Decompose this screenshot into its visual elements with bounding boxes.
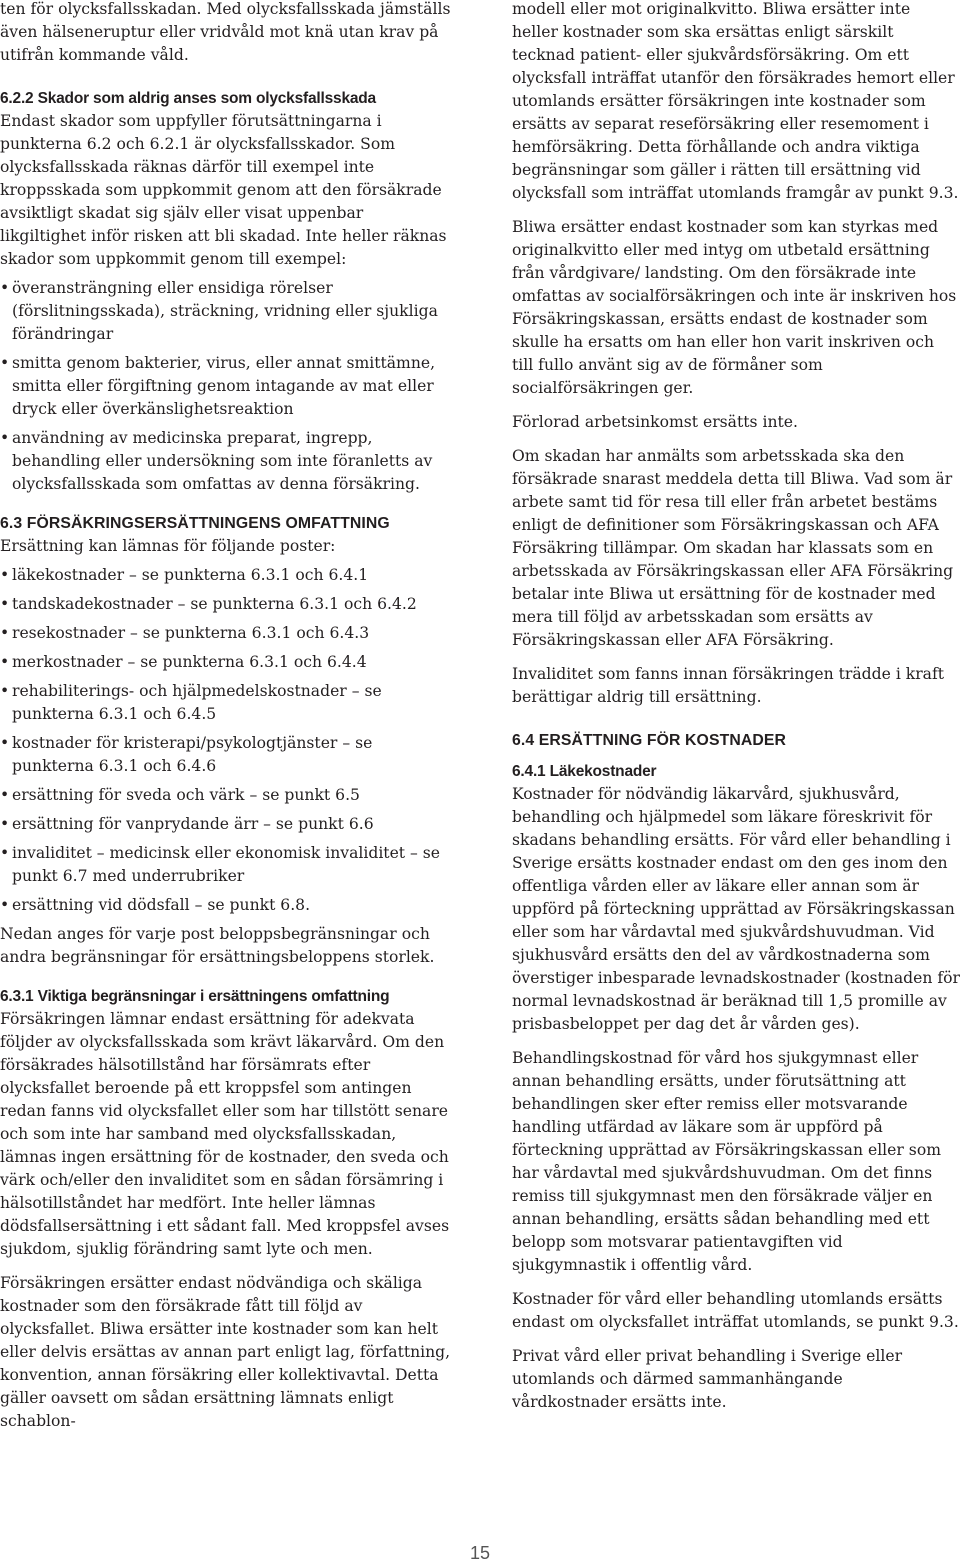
paragraph-6-3-1-costs: Försäkringen ersätter endast nödvändiga och skäliga kostnader som den försäkrade fått till följd av olycksfallet. Bliwa ersätter inte kostnader som kan helt eller delvis ersättas av annan part enligt lag, författning, konvention, annan försäkring eller kollektivavtal. Detta gäller oavsett om sådan ersättning lämnats enligt schablon- [0, 1274, 451, 1430]
list-item: • invaliditet – medicinsk eller ekonomisk invaliditet – se punkt 6.7 med underrubriker [0, 842, 452, 888]
list-item: • smitta genom bakterier, virus, eller annat smittämne, smitta eller förgiftning genom intagande av mat eller dryck eller överkänslighetsreaktion [0, 352, 452, 421]
list-item: • läkekostnader – se punkterna 6.3.1 och 6.4.1 [0, 564, 452, 587]
list-item: • resekostnader – se punkterna 6.3.1 och 6.4.3 [0, 622, 452, 645]
list-item: • ersättning för vanprydande ärr – se punkt 6.6 [0, 813, 452, 836]
list-6-2-2 [0, 277, 452, 496]
list-item: • merkostnader – se punkterna 6.3.1 och 6.4.4 [0, 651, 452, 674]
list-item: • användning av medicinska preparat, ingrepp, behandling eller undersökning som inte föranletts av olycksfallsskada som omfattas av denna försäkring. [0, 427, 452, 496]
paragraph-private-care: Privat vård eller privat behandling i Sverige eller utomlands och därmed sammanhängande vårdkostnader ersätts inte. [512, 1347, 903, 1411]
paragraph-6-3-1: Försäkringen lämnar endast ersättning för adekvata följder av olycksfallsskada som krävt läkarvård. Om den försäkrades hälsotillstånd har försämrats efter olycksfallet beroende på ett kroppsfel som antingen redan fanns vid olycksfallet eller som har tillstött senare och som inte har samband med olycksfallsskadan, lämnas ingen ersättning för de kostnader, den sveda och värk och/eller den invaliditet som en sådan försämring i hälsotillståndet har medfört. Inte heller lämnas dödsfallsersättning i ett sådant fall. Med kroppsfel avses sjukdom, sjuklig förändring samt lyte och men. [0, 1010, 450, 1258]
paragraph-work-injury: Om skadan har anmälts som arbetsskada ska den försäkrade snarast meddela detta till Bliwa. Vad som är arbete samt tid för resa till eller från arbetet bestäms enligt de definitioner som Försäkringskassan och AFA Försäkring tillämpar. Om skadan har klassats som en arbetsskada av Försäkringskassan eller AFA Försäkring betalar inte Bliwa ut ersättning för de kostnader med mera till följd av arbetsskadan som ersätts av Försäkringskassan eller AFA Försäkring. [512, 447, 954, 649]
list-item: • överansträngning eller ensidiga rörelser (förslitningsskada), sträckning, vridning eller sjukliga förändringar [0, 277, 452, 346]
paragraph-receipts: Bliwa ersätter endast kostnader som kan styrkas med originalkvitto eller med intyg om utbetald ersättning från vårdgivare/ landsting. Om den försäkrade inte omfattas av socialförsäkringen och inte är inskriven hos Försäkringskassan, ersätts endast de kostnader som skulle ha ersatts om han eller hon varit inskriven och till fullo använt sig av de förmåner som socialförsäkringen ger. [512, 218, 957, 397]
list-item: • tandskadekostnader – se punkterna 6.3.1 och 6.4.2 [0, 593, 452, 616]
paragraph-lost-income: Förlorad arbetsinkomst ersätts inte. [512, 413, 798, 431]
left-column [0, 0, 452, 1433]
paragraph-invalidity: Invaliditet som fanns innan försäkringen trädde i kraft berättigar aldrig till ersättning. [512, 665, 944, 706]
page-number: 15 [469, 1543, 491, 1563]
list-item: • ersättning för sveda och värk – se punkt 6.5 [0, 784, 452, 807]
heading-6-4: 6.4 ERSÄTTNING FÖR KOSTNADER [512, 732, 787, 749]
heading-6-4-1: 6.4.1 Läkekostnader [512, 763, 657, 780]
list-item: • rehabiliterings- och hjälpmedelskostnader – se punkterna 6.3.1 och 6.4.5 [0, 680, 452, 726]
paragraph-6-3: Ersättning kan lämnas för följande poster: [0, 537, 336, 555]
heading-6-3: 6.3 FÖRSÄKRINGSERSÄTTNINGENS OMFATTNING [0, 515, 390, 532]
list-6-3 [0, 564, 452, 917]
paragraph-continued: modell eller mot originalkvitto. Bliwa ersätter inte heller kostnader som ska ersättas enligt särskilt tecknad patient- eller sjukvårdsförsäkring. Om ett olycksfall inträffat utanför den försäkrades hemort eller utomlands ersätter försäkringen inte kostnader som ersätts av separat reseförsäkring eller resemoment i hemförsäkring. Detta förhållande och andra viktiga begränsningar som gäller i rätten till ersättning vid olycksfall som inträffat utomlands framgår av punkt 9.3. [512, 0, 959, 202]
paragraph-intro: ten för olycksfallsskadan. Med olycksfallsskada jämställs även hälseneruptur eller vridvåld mot knä utan krav på utifrån kommande våld. [0, 0, 451, 64]
list-item: • kostnader för kristerapi/psykologtjänster – se punkterna 6.3.1 och 6.4.6 [0, 732, 452, 778]
list-item: • ersättning vid dödsfall – se punkt 6.8. [0, 894, 452, 917]
paragraph-physiotherapy: Behandlingskostnad för vård hos sjukgymnast eller annan behandling ersätts, under förutsättning att behandlingen sker efter remiss eller motsvarande handling utfärdad av läkare som är uppförd på förteckning upprättad av Försäkringskassan eller som har vårdavtal med sjukvårdshuvudman. Om det finns remiss till sjukgymnast men den försäkrade väljer en annan behandling, ersätts sådan behandling med ett belopp som motsvarar patientavgiften vid sjukgymnastik i offentlig vård. [512, 1049, 941, 1274]
paragraph-6-3-limits: Nedan anges för varje post beloppsbegränsningar och andra begränsningar för ersättningsbeloppens storlek. [0, 925, 435, 966]
paragraph-6-2-2: Endast skador som uppfyller förutsättningarna i punkterna 6.2 och 6.2.1 är olycksfallsskador. Som olycksfallsskada räknas därför till exempel inte kroppsskada som uppkommit genom att den försäkrade avsiktligt skadat sig själv eller visat uppenbar likgiltighet inför risken att bli skadad. Inte heller räknas skador som uppkommit genom till exempel: [0, 112, 447, 268]
right-column [512, 0, 960, 1414]
heading-6-3-1: 6.3.1 Viktiga begränsningar i ersättningens omfattning [0, 988, 390, 1005]
paragraph-6-4-1: Kostnader för nödvändig läkarvård, sjukhusvård, behandling och hjälpmedel som läkare föreskrivit för skadans behandling ersätts. För vård eller behandling i Sverige ersätts kostnader endast om den ges inom den offentliga vården eller av läkare eller annan som är uppförd på förteckning upprättad av Försäkringskassan eller som har vårdavtal med sjukvårdshuvudman. Vid sjukhusvård ersätts den del av vårdkostnaderna som överstiger inbesparade levnadskostnader (kostnaden för normal levnadskostnad är beräknad till 1,5 promille av prisbasbeloppet per dag det år vården ges). [512, 785, 960, 1033]
heading-6-2-2: 6.2.2 Skador som aldrig anses som olycksfallsskada [0, 90, 376, 107]
paragraph-abroad: Kostnader för vård eller behandling utomlands ersätts endast om olycksfallet inträffat utomlands, se punkt 9.3. [512, 1290, 959, 1331]
